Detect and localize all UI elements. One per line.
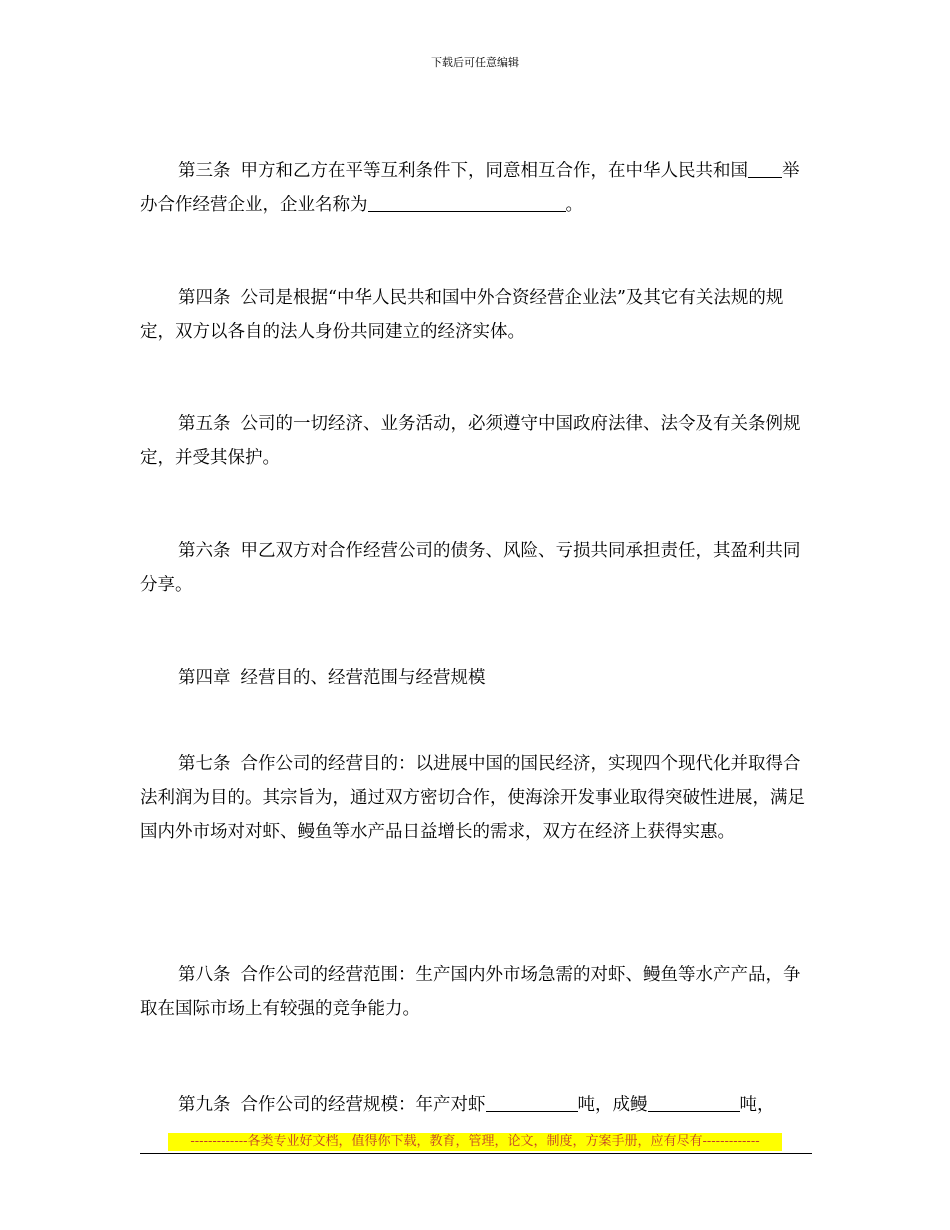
- article-8-text: 合作公司的经营范围：生产国内外市场急需的对虾、鳗鱼等水产产品，争取在国际市场上有较强的竞争能力。: [140, 965, 801, 1019]
- article-9: [140, 1088, 812, 1122]
- article-5: [140, 407, 812, 475]
- article-8-number: 第八条: [178, 965, 231, 985]
- article-7-number: 第七条: [178, 754, 231, 774]
- article-4-number: 第四条: [178, 288, 231, 308]
- article-4: [140, 281, 812, 349]
- article-9-text-a: 合作公司的经营规模：年产对虾: [240, 1095, 486, 1115]
- article-7-text: 合作公司的经营目的：以进展中国的国民经济，实现四个现代化并取得合法利润为目的。其宗旨为，通过双方密切合作，使海涂开发事业取得突破性进展，满足国内外市场对对虾、鳗鱼等水产品日益增长的需求，双方在经济上获得实惠。: [140, 754, 805, 842]
- eel-output-blank: [648, 1093, 740, 1112]
- article-8: [140, 958, 812, 1026]
- article-3-text-c: 。: [565, 195, 583, 215]
- chapter-4-title: 经营目的、经营范围与经营规模: [240, 668, 486, 688]
- article-5-text: 公司的一切经济、业务活动，必须遵守中国政府法律、法令及有关条例规定，并受其保护。: [140, 414, 801, 468]
- article-6: [140, 534, 812, 602]
- shrimp-output-blank: [486, 1093, 578, 1112]
- article-3-number: 第三条: [178, 161, 231, 181]
- article-6-number: 第六条: [178, 541, 231, 561]
- chapter-4-heading: [140, 661, 812, 695]
- chapter-4-number: 第四章: [178, 668, 231, 688]
- article-3-text-a: 甲方和乙方在平等互利条件下，同意相互合作，在中华人民共和国: [240, 161, 748, 181]
- article-9-text-c: 吨，: [739, 1095, 775, 1115]
- article-3-text-b: 举办合作经营企业，企业名称为: [140, 161, 800, 215]
- article-4-text: 公司是根据“中华人民共和国中外合资经营企业法”及其它有关法规的规定，双方以各自的法人身份共同建立的经济实体。: [140, 288, 784, 342]
- country-blank: [748, 159, 782, 178]
- article-6-text: 甲乙双方对合作经营公司的债务、风险、亏损共同承担责任，其盈利共同分享。: [140, 541, 801, 595]
- article-9-text-b: 吨，成鳗: [577, 1095, 648, 1115]
- footer-banner: -------------各类专业好文档，值得你下载，教育，管理，论文，制度，方案手册，应有尽有-------------: [168, 1133, 782, 1151]
- page-header: 下载后可任意编辑: [431, 56, 519, 69]
- article-7: [140, 747, 812, 849]
- footer-divider: [140, 1153, 812, 1154]
- company-name-blank: [368, 193, 566, 212]
- article-5-number: 第五条: [178, 414, 231, 434]
- article-3: [140, 154, 812, 222]
- article-9-number: 第九条: [178, 1095, 231, 1115]
